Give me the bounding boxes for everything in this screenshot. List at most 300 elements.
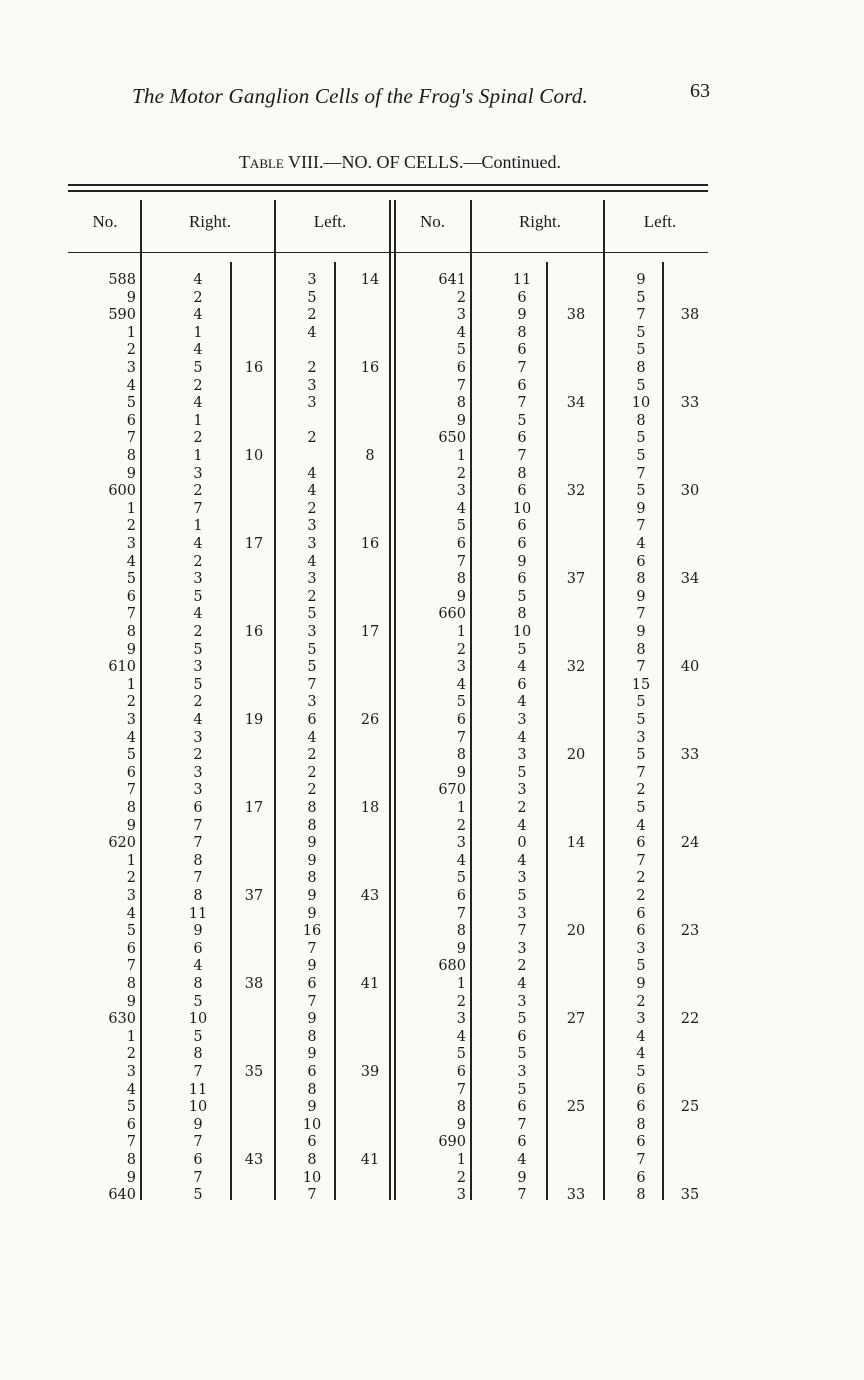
left-cell-count: 9 xyxy=(307,1046,317,1063)
left-cell-count: 9 xyxy=(636,624,646,640)
right-cell-count: 9 xyxy=(517,307,527,324)
left-cell-count: 2 xyxy=(307,307,317,324)
row-number: 1 xyxy=(126,852,136,869)
left-cell-count: 9 xyxy=(636,588,646,605)
left-cell-count: 7 xyxy=(636,1152,646,1168)
row-number: 8 xyxy=(456,1099,466,1116)
right-cell-count: 7 xyxy=(193,870,203,887)
right-cell-count: 7 xyxy=(193,1134,203,1151)
right-cell-count: 1 xyxy=(193,448,203,464)
right-cell-count: 11 xyxy=(188,1081,208,1098)
left-cell-count: 8 xyxy=(307,870,317,887)
row-number: 5 xyxy=(126,395,136,412)
left-cell-count: 6 xyxy=(636,923,646,940)
left-cell-count: 6 xyxy=(636,1081,646,1098)
table-caption xyxy=(0,152,800,173)
right-cell-count: 5 xyxy=(517,888,527,904)
right-cell-count: 7 xyxy=(517,360,527,376)
vline xyxy=(662,262,664,1200)
page-number: 63 xyxy=(690,80,710,102)
vline xyxy=(230,262,232,1200)
right-group-sum: 33 xyxy=(566,1187,586,1204)
left-group-sum: 16 xyxy=(360,360,380,376)
row-number: 2 xyxy=(126,342,136,359)
right-cell-count: 2 xyxy=(193,624,203,640)
right-group-sum: 14 xyxy=(566,835,586,852)
right-cell-count: 5 xyxy=(193,641,203,658)
left-cell-count: 6 xyxy=(636,905,646,922)
left-cell-count: 3 xyxy=(307,624,317,640)
right-cell-count: 7 xyxy=(517,923,527,940)
row-number: 630 xyxy=(108,1011,136,1028)
left-cell-count: 5 xyxy=(636,747,646,764)
left-cell-count: 5 xyxy=(636,289,646,306)
row-number: 588 xyxy=(108,272,136,288)
row-number: 7 xyxy=(456,905,466,922)
row-number: 9 xyxy=(126,817,136,834)
right-group-sum: 25 xyxy=(566,1099,586,1116)
header-left: Left. xyxy=(643,212,677,231)
left-group-sum: 38 xyxy=(680,307,700,324)
vline xyxy=(470,200,472,1200)
row-number: 4 xyxy=(126,1081,136,1098)
left-group-sum: 18 xyxy=(360,800,380,816)
left-cell-count: 4 xyxy=(307,483,317,500)
left-cell-count: 5 xyxy=(636,1064,646,1080)
right-cell-count: 2 xyxy=(193,289,203,306)
left-cell-count: 7 xyxy=(636,606,646,623)
left-cell-count: 8 xyxy=(636,1116,646,1133)
right-cell-count: 3 xyxy=(193,659,203,676)
right-cell-count: 4 xyxy=(193,536,203,552)
right-cell-count: 3 xyxy=(193,782,203,799)
row-number: 620 xyxy=(108,835,136,852)
left-group-sum: 34 xyxy=(680,571,700,588)
row-number: 5 xyxy=(456,518,466,535)
row-number: 8 xyxy=(456,571,466,588)
row-number: 650 xyxy=(438,430,466,447)
left-cell-count: 3 xyxy=(307,536,317,552)
row-number: 8 xyxy=(126,624,136,640)
row-number: 2 xyxy=(456,641,466,658)
left-cell-count: 8 xyxy=(307,1028,317,1045)
right-cell-count: 6 xyxy=(517,342,527,359)
row-number: 9 xyxy=(126,641,136,658)
left-cell-count: 8 xyxy=(636,641,646,658)
row-number: 6 xyxy=(456,888,466,904)
left-group-sum: 26 xyxy=(360,712,380,728)
row-number: 3 xyxy=(126,536,136,552)
left-cell-count: 5 xyxy=(636,324,646,341)
row-number: 7 xyxy=(456,377,466,394)
left-group-sum: 33 xyxy=(680,395,700,412)
vline xyxy=(274,200,276,1200)
right-cell-count: 5 xyxy=(517,1046,527,1063)
right-cell-count: 2 xyxy=(517,800,527,816)
left-cell-count: 9 xyxy=(307,905,317,922)
left-cell-count xyxy=(298,413,326,431)
right-cell-count: 8 xyxy=(193,888,203,904)
row-number: 3 xyxy=(456,659,466,676)
right-cell-count: 5 xyxy=(193,588,203,605)
right-cell-count: 1 xyxy=(193,412,203,429)
right-cell-count: 4 xyxy=(517,659,527,676)
left-cell-count: 8 xyxy=(307,800,317,816)
right-cell-count: 3 xyxy=(517,905,527,922)
row-number: 610 xyxy=(108,659,136,676)
row-number: 5 xyxy=(126,747,136,764)
right-cell-count: 4 xyxy=(517,817,527,834)
left-cell-count: 5 xyxy=(636,342,646,359)
left-cell-count: 3 xyxy=(307,395,317,412)
left-group-sum: 23 xyxy=(680,923,700,940)
right-group-sum: 16 xyxy=(244,360,264,376)
row-number: 2 xyxy=(126,518,136,535)
right-cell-count: 5 xyxy=(517,1011,527,1028)
row-number: 1 xyxy=(126,1028,136,1045)
right-cell-count: 3 xyxy=(517,993,527,1010)
left-cell-count: 6 xyxy=(636,1134,646,1151)
right-cell-count: 6 xyxy=(193,1152,203,1168)
row-number: 4 xyxy=(126,729,136,746)
row-number: 6 xyxy=(456,1064,466,1080)
left-cell-count: 5 xyxy=(636,430,646,447)
left-cell-count: 7 xyxy=(636,518,646,535)
row-number: 6 xyxy=(126,588,136,605)
row-number: 9 xyxy=(126,465,136,482)
row-number: 1 xyxy=(126,324,136,341)
right-cell-count: 3 xyxy=(517,940,527,957)
left-cell-count: 5 xyxy=(307,606,317,623)
right-cell-count: 2 xyxy=(193,694,203,711)
row-number: 590 xyxy=(108,307,136,324)
row-number: 8 xyxy=(126,800,136,816)
left-cell-count: 8 xyxy=(636,412,646,429)
right-cell-count: 3 xyxy=(193,729,203,746)
row-number: 6 xyxy=(456,360,466,376)
right-cell-count: 5 xyxy=(193,360,203,376)
left-cell-count: 8 xyxy=(307,1152,317,1168)
table-top-rule xyxy=(68,184,708,186)
left-group-sum: 43 xyxy=(360,888,380,904)
left-cell-count: 6 xyxy=(636,835,646,852)
row-number: 5 xyxy=(456,694,466,711)
right-cell-count: 0 xyxy=(517,835,527,852)
left-cell-count: 2 xyxy=(307,500,317,517)
right-cell-count: 7 xyxy=(193,1064,203,1080)
row-number: 2 xyxy=(456,465,466,482)
right-group-sum: 43 xyxy=(244,1152,264,1168)
right-cell-count: 5 xyxy=(193,993,203,1010)
right-cell-count: 3 xyxy=(193,764,203,781)
right-cell-count: 3 xyxy=(517,1064,527,1080)
right-cell-count: 6 xyxy=(517,571,527,588)
right-cell-count: 10 xyxy=(188,1099,208,1116)
running-head: The Motor Ganglion Cells of the Frog's Spinal Cord. xyxy=(132,84,588,108)
row-number: 9 xyxy=(456,588,466,605)
left-cell-count: 3 xyxy=(636,940,646,957)
left-cell-count: 4 xyxy=(307,465,317,482)
row-number: 600 xyxy=(108,483,136,500)
right-cell-count: 10 xyxy=(512,500,532,517)
left-cell-count: 5 xyxy=(307,659,317,676)
left-cell-count: 3 xyxy=(307,694,317,711)
right-cell-count: 8 xyxy=(517,324,527,341)
right-cell-count: 3 xyxy=(517,747,527,764)
row-number: 4 xyxy=(456,500,466,517)
row-number: 5 xyxy=(456,342,466,359)
right-cell-count: 4 xyxy=(517,852,527,869)
row-number: 1 xyxy=(456,976,466,992)
right-group-sum: 17 xyxy=(244,800,264,816)
right-cell-count: 2 xyxy=(193,553,203,570)
left-group-sum: 33 xyxy=(680,747,700,764)
row-number: 6 xyxy=(126,764,136,781)
left-cell-count: 7 xyxy=(636,764,646,781)
row-number: 1 xyxy=(456,448,466,464)
row-number: 6 xyxy=(126,412,136,429)
row-number: 9 xyxy=(456,1116,466,1133)
right-group-sum: 37 xyxy=(566,571,586,588)
right-cell-count: 7 xyxy=(517,1187,527,1204)
right-cell-count: 6 xyxy=(517,1028,527,1045)
left-cell-count: 6 xyxy=(307,1134,317,1151)
left-cell-count: 2 xyxy=(636,993,646,1010)
right-cell-count: 3 xyxy=(517,782,527,799)
left-cell-count: 8 xyxy=(636,360,646,376)
left-group-sum: 17 xyxy=(360,624,380,640)
right-cell-count: 6 xyxy=(517,1099,527,1116)
row-number: 8 xyxy=(126,976,136,992)
row-number: 5 xyxy=(126,923,136,940)
right-group-sum: 34 xyxy=(566,395,586,412)
row-number: 4 xyxy=(456,676,466,693)
left-cell-count: 9 xyxy=(307,1099,317,1116)
header-rule xyxy=(68,252,708,253)
header-no: No. xyxy=(419,212,446,231)
left-cell-count: 7 xyxy=(307,993,317,1010)
right-cell-count: 5 xyxy=(517,1081,527,1098)
vline xyxy=(389,200,391,1200)
row-number: 7 xyxy=(126,958,136,975)
left-cell-count: 2 xyxy=(636,888,646,904)
right-cell-count: 4 xyxy=(193,342,203,359)
table-top-rule-2 xyxy=(68,190,708,192)
row-number: 1 xyxy=(456,624,466,640)
row-number: 3 xyxy=(126,888,136,904)
row-number: 641 xyxy=(438,272,466,288)
right-cell-count: 4 xyxy=(193,307,203,324)
right-cell-count: 5 xyxy=(517,641,527,658)
left-cell-count: 9 xyxy=(636,976,646,992)
row-number: 7 xyxy=(126,606,136,623)
left-cell-count: 10 xyxy=(302,1169,322,1186)
right-cell-count: 8 xyxy=(193,976,203,992)
right-group-sum: 10 xyxy=(244,448,264,464)
left-cell-count: 5 xyxy=(636,800,646,816)
right-group-sum: 17 xyxy=(244,536,264,552)
row-number: 3 xyxy=(126,712,136,728)
left-cell-count: 7 xyxy=(636,307,646,324)
row-number: 8 xyxy=(456,395,466,412)
left-cell-count xyxy=(298,342,326,360)
right-cell-count: 5 xyxy=(517,588,527,605)
header-right: Right. xyxy=(188,212,232,231)
right-group-sum: 16 xyxy=(244,624,264,640)
row-number: 2 xyxy=(126,694,136,711)
right-group-sum: 37 xyxy=(244,888,264,904)
row-number: 2 xyxy=(456,289,466,306)
left-cell-count: 4 xyxy=(636,817,646,834)
row-number: 6 xyxy=(456,536,466,552)
right-cell-count: 6 xyxy=(517,430,527,447)
left-group-sum: 14 xyxy=(360,272,380,288)
right-cell-count: 8 xyxy=(193,1046,203,1063)
right-cell-count: 8 xyxy=(517,606,527,623)
right-cell-count: 5 xyxy=(517,764,527,781)
row-number: 9 xyxy=(456,764,466,781)
vline xyxy=(603,200,605,1200)
left-cell-count: 6 xyxy=(307,1064,317,1080)
left-cell-count: 2 xyxy=(307,360,317,376)
row-number: 4 xyxy=(126,377,136,394)
left-cell-count: 7 xyxy=(307,1187,317,1204)
caption-text: VIII.—NO. OF CELLS.—Continued. xyxy=(283,152,562,172)
right-cell-count: 2 xyxy=(517,958,527,975)
left-cell-count: 7 xyxy=(636,465,646,482)
right-cell-count: 6 xyxy=(517,377,527,394)
right-cell-count: 2 xyxy=(193,483,203,500)
left-cell-count: 6 xyxy=(307,976,317,992)
row-number: 1 xyxy=(126,676,136,693)
vline xyxy=(334,262,336,1200)
right-cell-count: 6 xyxy=(517,518,527,535)
right-cell-count: 5 xyxy=(193,1187,203,1204)
right-cell-count: 8 xyxy=(193,852,203,869)
right-cell-count: 11 xyxy=(188,905,208,922)
row-number: 3 xyxy=(456,1011,466,1028)
left-cell-count: 5 xyxy=(307,289,317,306)
left-cell-count: 10 xyxy=(302,1116,322,1133)
left-cell-count: 9 xyxy=(307,835,317,852)
left-cell-count: 7 xyxy=(636,852,646,869)
left-cell-count: 8 xyxy=(307,1081,317,1098)
caption-smallcaps: Table xyxy=(238,152,284,172)
row-number: 660 xyxy=(438,606,466,623)
right-cell-count: 7 xyxy=(193,817,203,834)
row-number: 9 xyxy=(126,289,136,306)
row-number: 7 xyxy=(456,553,466,570)
header-left: Left. xyxy=(313,212,347,231)
left-group-sum: 22 xyxy=(680,1011,700,1028)
right-group-sum: 19 xyxy=(244,712,264,728)
left-cell-count: 16 xyxy=(302,923,322,940)
left-group-sum: 41 xyxy=(360,976,380,992)
left-group-sum: 39 xyxy=(360,1064,380,1080)
left-cell-count: 9 xyxy=(307,852,317,869)
row-number: 3 xyxy=(126,360,136,376)
left-cell-count: 4 xyxy=(307,324,317,341)
row-number: 1 xyxy=(456,800,466,816)
right-cell-count: 9 xyxy=(517,1169,527,1186)
right-cell-count: 10 xyxy=(512,624,532,640)
header-right: Right. xyxy=(518,212,562,231)
left-cell-count: 9 xyxy=(307,958,317,975)
left-cell-count: 7 xyxy=(307,940,317,957)
vline xyxy=(140,200,142,1200)
right-group-sum: 32 xyxy=(566,483,586,500)
left-cell-count: 3 xyxy=(307,377,317,394)
right-group-sum: 38 xyxy=(566,307,586,324)
right-cell-count: 1 xyxy=(193,324,203,341)
right-cell-count: 7 xyxy=(193,835,203,852)
row-number: 9 xyxy=(456,412,466,429)
right-cell-count: 7 xyxy=(517,395,527,412)
left-cell-count xyxy=(298,448,326,466)
left-cell-count: 7 xyxy=(307,676,317,693)
left-cell-count: 3 xyxy=(636,729,646,746)
left-cell-count: 5 xyxy=(636,377,646,394)
right-cell-count: 6 xyxy=(193,940,203,957)
left-cell-count: 6 xyxy=(636,1099,646,1116)
row-number: 4 xyxy=(126,553,136,570)
left-cell-count: 2 xyxy=(636,782,646,799)
left-cell-count: 2 xyxy=(307,764,317,781)
row-number: 3 xyxy=(456,1187,466,1204)
row-number: 680 xyxy=(438,958,466,975)
header-no: No. xyxy=(92,212,118,231)
right-cell-count: 4 xyxy=(193,272,203,288)
left-cell-count: 2 xyxy=(307,782,317,799)
left-cell-count: 4 xyxy=(636,1028,646,1045)
right-group-sum: 35 xyxy=(244,1064,264,1080)
row-number: 6 xyxy=(126,1116,136,1133)
right-cell-count: 3 xyxy=(193,571,203,588)
row-number: 8 xyxy=(456,747,466,764)
row-number: 690 xyxy=(438,1134,466,1151)
right-cell-count: 9 xyxy=(193,1116,203,1133)
right-group-sum: 20 xyxy=(566,747,586,764)
right-cell-count: 3 xyxy=(517,712,527,728)
left-cell-count: 4 xyxy=(307,553,317,570)
row-number: 8 xyxy=(126,1152,136,1168)
right-cell-count: 9 xyxy=(193,923,203,940)
left-cell-count: 8 xyxy=(636,1187,646,1204)
right-cell-count: 6 xyxy=(517,676,527,693)
right-cell-count: 6 xyxy=(517,483,527,500)
row-number: 5 xyxy=(126,1099,136,1116)
row-number: 4 xyxy=(456,852,466,869)
right-cell-count: 7 xyxy=(193,500,203,517)
right-cell-count: 7 xyxy=(193,1169,203,1186)
right-cell-count: 4 xyxy=(517,1152,527,1168)
left-cell-count: 9 xyxy=(307,1011,317,1028)
right-cell-count: 4 xyxy=(193,606,203,623)
row-number: 7 xyxy=(126,782,136,799)
vline xyxy=(394,200,396,1200)
right-cell-count: 5 xyxy=(193,676,203,693)
right-cell-count: 3 xyxy=(193,465,203,482)
left-cell-count: 4 xyxy=(636,536,646,552)
left-cell-count: 9 xyxy=(636,272,646,288)
right-group-sum: 32 xyxy=(566,659,586,676)
left-cell-count: 6 xyxy=(307,712,317,728)
right-cell-count: 1 xyxy=(193,518,203,535)
right-cell-count: 6 xyxy=(517,536,527,552)
row-number: 1 xyxy=(126,500,136,517)
row-number: 3 xyxy=(456,307,466,324)
right-cell-count: 8 xyxy=(517,465,527,482)
